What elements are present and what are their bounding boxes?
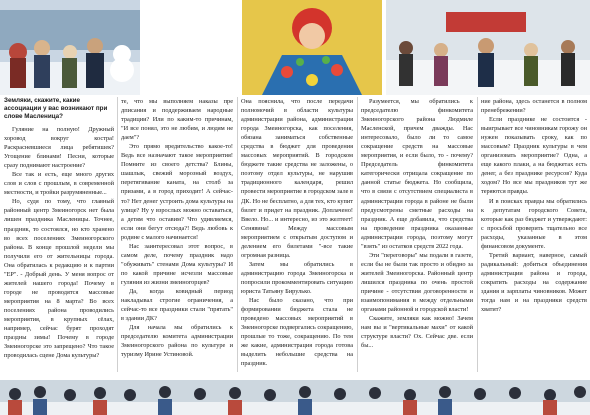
col3-paragraph-3: Нас было сказано, что при формировании бюджета стала не проведено массовых мероприятий в Змеиногорске подвергались сокращению, прошлые то тоже, сокращению. По тем же какие, администрация города готова выделить небольшие средства на праздник. bbox=[241, 297, 353, 368]
col4-paragraph-3: Скажите, земляки как можно! Зачем нам вы и "вертикальные махи" от какой структуре власти? Ох. Сейчас две. если бы... bbox=[361, 315, 473, 350]
col4-paragraph-1: Разумеется, мы обратились к председателю финкомитета Змеиногорского района Людмиле Масленской, причем дважды. Нас интересовало, было ли то самое сокращение средств на массовые мероприятия, и если было, то - почему? Председатель финкомитета категорически отрицала сокращение по данной статье бюджета. Но сообщила, что в связи с отсутствием специалиста в администрации города в районе не были предусмотрены сметные расходы на праздник. А еще добавила, что средства на проведение праздника оказанные администрации города, поэтому могут "взять" из остатков средств 2022 года. bbox=[361, 98, 473, 250]
photo-winter-crowd bbox=[386, 0, 590, 95]
photo-bottom-crowd bbox=[0, 380, 590, 415]
winter-festival-illustration bbox=[0, 0, 140, 95]
column-4 bbox=[361, 97, 473, 379]
folk-performer-illustration bbox=[242, 0, 382, 95]
col2-paragraph-2: Это прямо вредительство какое-то! Ведь все назначают такое мероприятия! Помните из своего детства? Блины, шашлык, свежий морозный воздух, перетягивание каната, на столб за призами, а в город приходит! А сейчас-то? Нет денег устроить дома культуры на улице? Ну у взрослых можно оставаться, а детям что оставим? Что удивляемся, если они бегут отсюда?! Ведь любовь к родине с малого начинается! bbox=[121, 143, 233, 241]
col3-paragraph-2: Затем мы обратились в администрацию города Змеиногорска и попросили прокомментировать ситуацию юриста Татьяну Бирулько. bbox=[241, 260, 353, 295]
col2-paragraph-1: те, что мы выполняем наказы пре дписания и поддерживаем народные традиции? Или по каким-то причинам, "И все понял, это не любим, и людям не даем"? bbox=[121, 98, 233, 142]
col2-paragraph-4: Да, когда ковидный период накладывал строгие ограничения, а сейчас-то все праздники стали "прятать" в здании ДК? bbox=[121, 287, 233, 323]
column-3 bbox=[241, 97, 353, 379]
col1-paragraph-3: Но, судя по тому, что главный районный центр Змеиногорск нет была лишен праздника Масленицы. Точнее, праздник, то состоялся, но кто хранено во всех поселениях Змеиногорского района. В конце прошлой недели мы получили его от жительницы города. Она обратилась к редакцию и к партии "ЕР". - Добрый день. У меня вопрос от жителей нашего города! Почему в городе не проводятся массовые мероприятия на 8 марта? Во всех поселениях района проводились мероприятия, в крупных сёлах, например, сейчас бурят проходят праздны зимы! Почему в городе Змеиногорске это запрещено? Что такое проводилась сцене Дома культуры? bbox=[4, 198, 114, 360]
column-divider bbox=[477, 97, 478, 372]
column-divider bbox=[117, 97, 118, 372]
col1-paragraph-2: Все так и есть, еще много других слов и слов с прошлым, в современной местности, и тройки разрумяненные... bbox=[4, 171, 114, 197]
column-divider bbox=[237, 97, 238, 372]
bottom-crowd-illustration bbox=[0, 380, 590, 415]
column-divider bbox=[357, 97, 358, 372]
col5-paragraph-2: Если празднике не состоится - выигрывает все чиновникам горожу он нужен показывать сроку, как по массовым? Праздник культуры в чем организовать мероприятие? Одна, а еще какого плаки, а на бюджетах есть денег, а без празднике ресурсов? Куда ходом? Но все мы праздников тут же теряются правды. bbox=[481, 116, 587, 196]
col2-paragraph-5: Для начала мы обратились к председателю комитета администрации Змеиногорского района по культуре и туризму Ирине Устиновой. bbox=[121, 324, 233, 359]
column-2 bbox=[121, 97, 233, 379]
col2-paragraph-3: Нас заинтересовал этот вопрос, в самом деле, почему праздник надо "обуживать" стенами Дома культуры? И по какой причине исчезли массовые гуляния из жизни змеиногорцев? bbox=[121, 242, 233, 286]
col5-paragraph-4: Третий вариант, наверное, самый радикальный: добиться объединения администрации района и города, сократить расходы на содержание здания и зарплаты чиновников. Может тогда нам и на праздники средств хватит? bbox=[481, 251, 587, 314]
column-5 bbox=[481, 97, 587, 379]
photo-winter-street-festival bbox=[0, 0, 140, 95]
col5-paragraph-3: И в поисках правды мы обратились к депутатам городского Совета, которые как раз бюджет и утверждают: с просьбой проверить тщательно все расходы, указанные в этом финансовом документе. bbox=[481, 197, 587, 250]
col3-paragraph-1: Она пояснила, что после передачи полномочий в области культуры администрации района, администрация города Змеиногорска, как поселения, обязана заниматься собственные средства в бюджет для проведения массовых мероприятий. В городском бюджете такие средства не заложены, о поэтому отдел культуры, не нарушив традиционного календаря, решил провести мероприятие в городском зале в ДК. Но не бесплатно, а для тех, кто купит билет и придет на праздник. Доплачено! Ввело. Но... и интересно, из это желтеет! Сенявина! Между массовым мероприятием с открытым доступом и делением его билетами "-все такие огромная разница. bbox=[241, 98, 353, 259]
photo-caption: Земляки, скажите, какие ассоциации у вас возникают при слове Масленица? bbox=[4, 97, 108, 120]
col4-paragraph-2: Эти "переговоры" мы подали в газете, если бы не были так просто и обидно за жителей Змеиногорска. Районный центр лишился праздника по очень простой причине - отсутствия договоренности и взаимопонимания в между отдельными органами районной и городской власти! bbox=[361, 251, 473, 314]
photo-folk-costume-performer bbox=[242, 0, 382, 95]
col1-paragraph-1: Гуляние на полную! Дружный хоровод вокруг костра! Раскрасневшиеся лица ребятишек? Угощение блинами! Песни, которые сразу поднимают настроение? bbox=[4, 126, 114, 170]
col5-paragraph-1: ние района, здесь останется в полном пренебрежении? bbox=[481, 98, 587, 115]
winter-crowd-illustration bbox=[386, 0, 590, 95]
column-1 bbox=[4, 97, 114, 379]
